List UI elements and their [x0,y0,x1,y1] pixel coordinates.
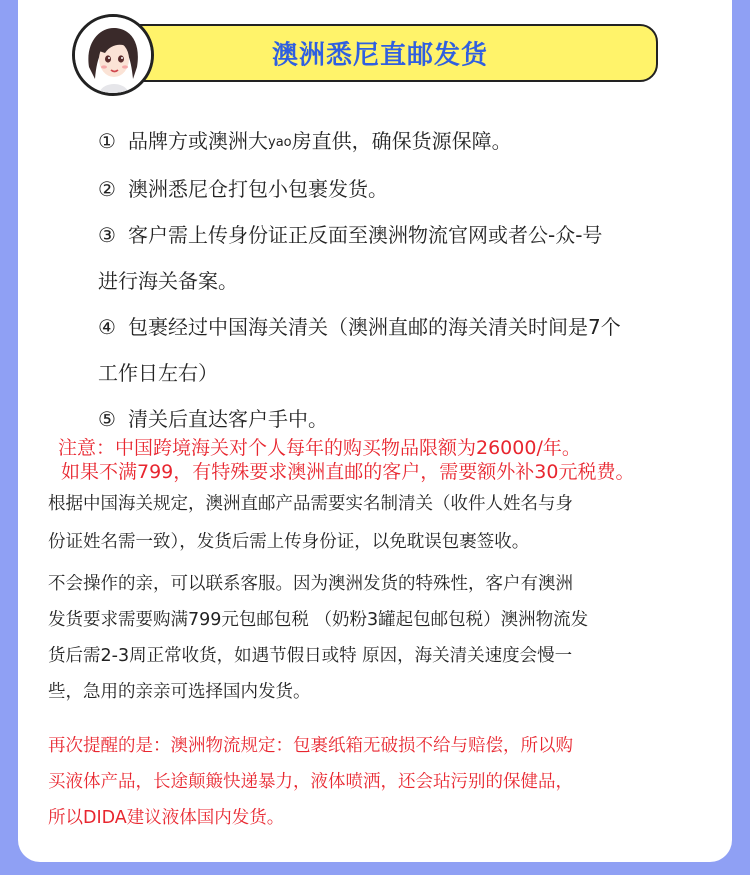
step-2 [98,166,718,212]
customs-paragraph [48,486,718,562]
header-banner [102,24,658,82]
step-1 [98,118,718,166]
step-number: ⑤ [98,407,116,431]
step-text: 澳洲悉尼仓打包小包裹发货。 [128,177,388,201]
paragraph-line: 根据中国海关规定，澳洲直邮产品需要实名制清关（收件人姓名与身 [48,494,573,514]
paragraph-line: 些，急用的亲亲可选择国内发货。 [48,682,311,702]
paragraph-line: 份证姓名需一致），发货后需上传身份证，以免耽误包裹签收。 [48,532,530,552]
paragraph-line: 所以DIDA建议液体国内发货。 [48,808,285,828]
step-4 [98,304,718,350]
step-3 [98,212,718,258]
paragraph-line: 发货要求需要购满799元包邮包税 （奶粉3罐起包邮包税）澳洲物流发 [48,610,589,630]
notice-line-1: 注意：中国跨境海关对个人每年的购买物品限额为26000/年。 [58,437,581,459]
paragraph-line: 再次提醒的是：澳洲物流规定：包裹纸箱无破损不给与赔偿，所以购 [48,736,573,756]
notice-block [58,436,738,484]
step-text: 清关后直达客户手中。 [128,407,328,431]
reminder-paragraph [48,728,718,836]
notice-line-2: 如果不满799，有特殊要求澳洲直邮的客户，需要额外补30元税费。 [61,461,635,483]
step-3-continuation: 进行海关备案。 [98,269,238,293]
steps-list [98,118,718,442]
step-text: 客户需上传身份证正反面至澳洲物流官网或者公-众-号 [128,223,603,247]
shipping-paragraph [48,566,718,710]
step-text: 包裹经过中国海关清关（澳洲直邮的海关清关时间是7个 [128,315,621,339]
step-number: ① [98,129,116,153]
step-text: 品牌方或澳洲大 [128,129,268,153]
banner-title: 澳洲悉尼直邮发货 [271,40,488,71]
step-number: ② [98,177,116,201]
step-4-continuation: 工作日左右） [98,361,218,385]
step-text: 房直供，确保货源保障。 [291,129,512,153]
paragraph-line: 不会操作的亲，可以联系客服。因为澳洲发货的特殊性，客户有澳洲 [48,574,573,594]
avatar-icon [72,14,154,96]
step-number: ④ [98,315,116,339]
paragraph-line: 买液体产品，长途颠簸快递暴力，液体喷洒，还会玷污别的保健品， [48,772,573,792]
paragraph-line: 货后需2-3周正常收货，如遇节假日或特 原因，海关清关速度会慢一 [48,646,573,666]
step-number: ③ [98,223,116,247]
step-text-small: yao [268,135,292,150]
